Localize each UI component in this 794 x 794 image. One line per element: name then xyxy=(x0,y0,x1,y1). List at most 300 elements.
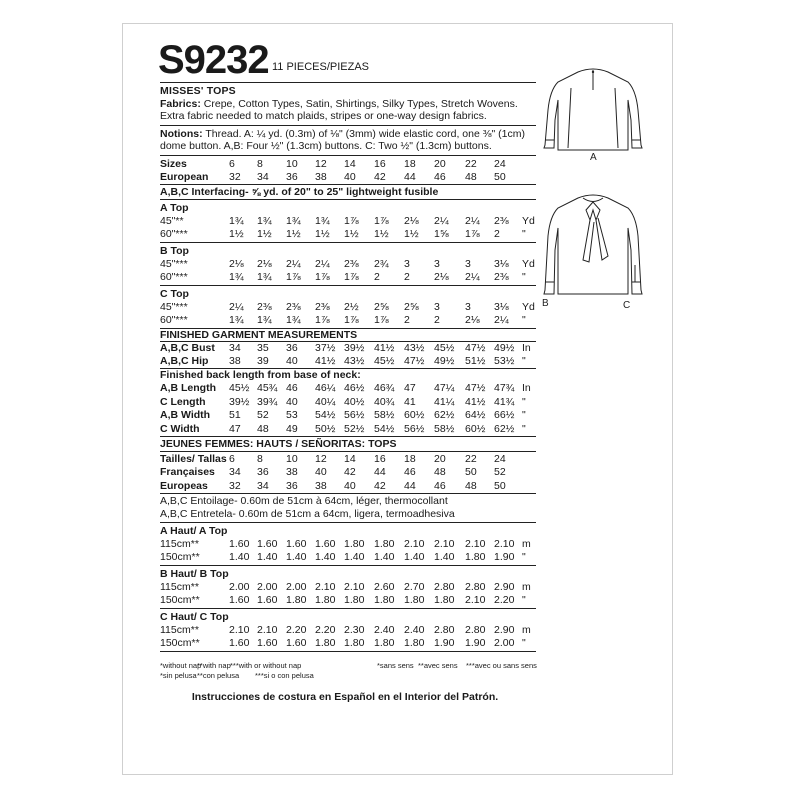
cell-value: 42 xyxy=(344,466,356,478)
europeas-row xyxy=(160,480,540,492)
cell-value: 40¼ xyxy=(315,396,336,408)
cell-value: 58½ xyxy=(374,409,395,421)
cell-value: 3 xyxy=(465,301,471,313)
cell-value: 16 xyxy=(374,453,386,465)
cell-value: 1¾ xyxy=(286,215,301,227)
cell-value: 40 xyxy=(286,355,298,367)
cell-value: 52½ xyxy=(344,423,365,435)
cell-value: 2⅜ xyxy=(257,301,272,313)
cell-value: 42 xyxy=(374,171,386,183)
cell-value: 37½ xyxy=(315,342,336,354)
cell-value: 2 xyxy=(404,314,410,326)
cell-value: 1.80 xyxy=(344,538,365,550)
row-label: 45"*** xyxy=(160,258,188,270)
cell-value: 34 xyxy=(229,342,241,354)
footnote-si-o-con-pelusa: ***si o con pelusa xyxy=(255,671,314,680)
row-label: C Width xyxy=(160,423,200,435)
cell-value: 46¾ xyxy=(374,382,395,394)
cell-value: 2.00 xyxy=(229,581,250,593)
view-b-label: B xyxy=(542,298,549,309)
cell-value: 1¾ xyxy=(257,271,272,283)
unit-label: In xyxy=(522,382,531,394)
row-label: 150cm** xyxy=(160,594,200,606)
cell-value: 46¼ xyxy=(315,382,336,394)
entoilage-text: A,B,C Entoilage- 0.60m de 51cm à 64cm, léger, thermocollant xyxy=(160,495,448,507)
cell-value: 35 xyxy=(257,342,269,354)
cell-value: 1½ xyxy=(229,228,244,240)
cell-value: 40 xyxy=(315,466,327,478)
cell-value: 1.60 xyxy=(229,538,250,550)
divider xyxy=(160,493,536,494)
cell-value: 1.80 xyxy=(404,637,425,649)
divider xyxy=(160,155,536,156)
footnote-avec-ou-sans-sens: ***avec ou sans sens xyxy=(466,661,537,670)
cell-value: 1¾ xyxy=(229,215,244,227)
cell-value: 2⅝ xyxy=(404,301,419,313)
cell-value: 56½ xyxy=(344,409,365,421)
view-a-label: A xyxy=(590,152,597,163)
cell-value: 2.10 xyxy=(465,538,486,550)
cell-value: 39 xyxy=(257,355,269,367)
cell-value: 16 xyxy=(374,158,386,170)
interfacing-en: A,B,C Interfacing- ⅝ yd. of 20" to 25" lightweight fusible xyxy=(160,186,439,198)
row-label: Françaises xyxy=(160,466,215,478)
cell-value: 36 xyxy=(286,480,298,492)
cell-value: 2.70 xyxy=(404,581,425,593)
tailles-row xyxy=(160,453,540,465)
cell-value: 41½ xyxy=(465,396,486,408)
unit-label: In xyxy=(522,342,531,354)
cell-value: 2.00 xyxy=(494,637,515,649)
cell-value: 1⅝ xyxy=(434,228,449,240)
cell-value: 2.20 xyxy=(286,624,307,636)
cell-value: 52 xyxy=(494,466,506,478)
sizes-row xyxy=(160,158,540,170)
cell-value: 1.60 xyxy=(229,594,250,606)
divider xyxy=(160,436,536,437)
cell-value: 46 xyxy=(404,466,416,478)
row-label: A,B Width xyxy=(160,409,211,421)
cell-value: 1⅞ xyxy=(374,314,389,326)
cell-value: 1⅞ xyxy=(315,271,330,283)
cell-value: 1.60 xyxy=(257,637,278,649)
cell-value: 1.80 xyxy=(374,538,395,550)
cell-value: 2.00 xyxy=(257,581,278,593)
cell-value: 3 xyxy=(404,258,410,270)
unit-label: " xyxy=(522,271,526,283)
cell-value: 18 xyxy=(404,453,416,465)
divider xyxy=(160,184,536,185)
divider xyxy=(160,522,536,523)
cell-value: 2⅛ xyxy=(465,314,480,326)
footnote-without-nap: *without nap xyxy=(160,661,202,670)
cell-value: 1.40 xyxy=(229,551,250,563)
cell-value: 2.10 xyxy=(434,538,455,550)
cell-value: 2.10 xyxy=(344,581,365,593)
cell-value: 2¾ xyxy=(374,258,389,270)
cell-value: 53 xyxy=(286,409,298,421)
cell-value: 41 xyxy=(404,396,416,408)
cell-value: 40 xyxy=(344,171,356,183)
cell-value: 2¼ xyxy=(494,314,509,326)
cell-value: 1¾ xyxy=(229,271,244,283)
cell-value: 43½ xyxy=(344,355,365,367)
cell-value: 2.20 xyxy=(315,624,336,636)
cell-value: 2.40 xyxy=(404,624,425,636)
row-label: Tailles/ Tallas xyxy=(160,453,227,465)
cell-value: 36 xyxy=(286,342,298,354)
cell-value: 2⅜ xyxy=(344,258,359,270)
cell-value: 49½ xyxy=(434,355,455,367)
cell-value: 1.60 xyxy=(229,637,250,649)
yardage-row xyxy=(160,228,540,240)
row-label: 60"*** xyxy=(160,228,188,240)
cell-value: 45½ xyxy=(229,382,250,394)
cell-value: 1¾ xyxy=(286,314,301,326)
cell-value: 54½ xyxy=(315,409,336,421)
cell-value: 1⅞ xyxy=(344,215,359,227)
unit-label: " xyxy=(522,637,526,649)
divider xyxy=(160,82,536,83)
row-label: 60"*** xyxy=(160,271,188,283)
cell-value: 48 xyxy=(465,480,477,492)
cell-value: 34 xyxy=(257,480,269,492)
cell-value: 50 xyxy=(494,171,506,183)
cell-value: 2.10 xyxy=(315,581,336,593)
cell-value: 1½ xyxy=(257,228,272,240)
cell-value: 2⅝ xyxy=(374,301,389,313)
row-label: C Length xyxy=(160,396,206,408)
cell-value: 2.10 xyxy=(229,624,250,636)
cell-value: 1¾ xyxy=(257,215,272,227)
cell-value: 39½ xyxy=(229,396,250,408)
cell-value: 2.80 xyxy=(465,624,486,636)
cell-value: 47½ xyxy=(404,355,425,367)
divider xyxy=(160,125,536,126)
cell-value: 2.30 xyxy=(344,624,365,636)
view-a-back-illustration xyxy=(544,69,642,150)
divider xyxy=(160,285,536,286)
cell-value: 2½ xyxy=(344,301,359,313)
unit-label: Yd xyxy=(522,258,535,270)
footnote-with-nap: **with nap xyxy=(197,661,231,670)
cell-value: 14 xyxy=(344,158,356,170)
cell-value: 20 xyxy=(434,158,446,170)
measurements-title: FINISHED GARMENT MEASUREMENTS xyxy=(160,329,358,341)
footnote-sin-pelusa: *sin pelusa xyxy=(160,671,197,680)
row-label: Sizes xyxy=(160,158,187,170)
cell-value: 3 xyxy=(434,301,440,313)
cell-value: 2 xyxy=(374,271,380,283)
cell-value: 34 xyxy=(257,171,269,183)
cell-value: 32 xyxy=(229,171,241,183)
cell-value: 40¾ xyxy=(374,396,395,408)
cell-value: 2.90 xyxy=(494,581,515,593)
cell-value: 22 xyxy=(465,158,477,170)
yardage-row xyxy=(160,301,540,313)
garment-illustrations xyxy=(538,60,668,310)
footnote-con-pelusa: **con pelusa xyxy=(197,671,240,680)
cell-value: 62½ xyxy=(434,409,455,421)
yardage-row xyxy=(160,215,540,227)
yardage-row xyxy=(160,271,540,283)
cell-value: 38 xyxy=(229,355,241,367)
cell-value: 41¼ xyxy=(434,396,455,408)
cell-value: 1.80 xyxy=(374,594,395,606)
cell-value: 6 xyxy=(229,158,235,170)
cell-value: 1¾ xyxy=(229,314,244,326)
entretela-text: A,B,C Entretela- 0.60m de 51cm a 64cm, ligera, termoadhesiva xyxy=(160,508,455,520)
cell-value: 44 xyxy=(404,480,416,492)
cell-value: 2.40 xyxy=(374,624,395,636)
spanish-section-title: JEUNES FEMMES: HAUTS / SEÑORITAS: TOPS xyxy=(160,438,397,450)
row-label: 45"** xyxy=(160,215,184,227)
cell-value: 8 xyxy=(257,158,263,170)
cell-value: 1.80 xyxy=(315,594,336,606)
cell-value: 10 xyxy=(286,158,298,170)
cell-value: 40 xyxy=(286,396,298,408)
cell-value: 40½ xyxy=(344,396,365,408)
notions-body: Thread. A: ¼ yd. (0.3m) of ⅛" (3mm) wide elastic cord, one ⅜" (1cm) dome button. A,B: Four ½" (1.3cm) buttons. C: Two ½" (1.3cm) buttons. xyxy=(160,128,525,152)
cell-value: 48 xyxy=(257,423,269,435)
cell-value: 2.10 xyxy=(257,624,278,636)
piece-count: 11 PIECES/PIEZAS xyxy=(272,61,370,73)
cell-value: 1½ xyxy=(315,228,330,240)
cell-value: 1½ xyxy=(404,228,419,240)
divider xyxy=(160,242,536,243)
divider xyxy=(160,651,536,652)
cell-value: 52 xyxy=(257,409,269,421)
cell-value: 2¼ xyxy=(434,215,449,227)
cell-value: 1.90 xyxy=(434,637,455,649)
cell-value: 38 xyxy=(315,480,327,492)
cell-value: 2⅛ xyxy=(404,215,419,227)
measurement-row xyxy=(160,423,540,435)
cell-value: 54½ xyxy=(374,423,395,435)
cell-value: 1.40 xyxy=(404,551,425,563)
measurement-row xyxy=(160,409,540,421)
unit-label: " xyxy=(522,314,526,326)
cell-value: 1½ xyxy=(344,228,359,240)
cell-value: 1.90 xyxy=(465,637,486,649)
cell-value: 51½ xyxy=(465,355,486,367)
cell-value: 45¾ xyxy=(257,382,278,394)
cell-value: 1⅞ xyxy=(374,215,389,227)
metric-yardage-group-title: C Haut/ C Top xyxy=(160,611,229,623)
cell-value: 36 xyxy=(257,466,269,478)
cell-value: 2⅜ xyxy=(315,301,330,313)
cell-value: 12 xyxy=(315,453,327,465)
cell-value: 41½ xyxy=(374,342,395,354)
row-label: Europeas xyxy=(160,480,208,492)
cell-value: 58½ xyxy=(434,423,455,435)
cell-value: 46 xyxy=(286,382,298,394)
cell-value: 62½ xyxy=(494,423,515,435)
cell-value: 1.60 xyxy=(257,594,278,606)
row-label: 45"*** xyxy=(160,301,188,313)
view-bc-back-illustration xyxy=(544,195,642,294)
cell-value: 1.40 xyxy=(315,551,336,563)
cell-value: 46½ xyxy=(344,382,365,394)
cell-value: 10 xyxy=(286,453,298,465)
footnote-avec-sens: **avec sens xyxy=(418,661,458,670)
cell-value: 3 xyxy=(434,258,440,270)
cell-value: 32 xyxy=(229,480,241,492)
cell-value: 3⅛ xyxy=(494,301,509,313)
fabrics-text xyxy=(160,98,536,122)
cell-value: 2 xyxy=(434,314,440,326)
cell-value: 1.40 xyxy=(257,551,278,563)
cell-value: 2⅛ xyxy=(434,271,449,283)
cell-value: 47½ xyxy=(465,382,486,394)
row-label: 150cm** xyxy=(160,551,200,563)
cell-value: 2.10 xyxy=(494,538,515,550)
cell-value: 24 xyxy=(494,453,506,465)
cell-value: 45½ xyxy=(374,355,395,367)
divider xyxy=(160,565,536,566)
cell-value: 1.80 xyxy=(465,551,486,563)
yardage-row xyxy=(160,258,540,270)
cell-value: 1.40 xyxy=(286,551,307,563)
cell-value: 38 xyxy=(286,466,298,478)
row-label: 115cm** xyxy=(160,538,199,550)
row-label: A,B,C Hip xyxy=(160,355,209,367)
back-length-title: Finished back length from base of neck: xyxy=(160,369,361,381)
cell-value: 47¼ xyxy=(434,382,455,394)
cell-value: 2.10 xyxy=(404,538,425,550)
cell-value: 1.40 xyxy=(374,551,395,563)
view-c-label: C xyxy=(623,300,631,310)
cell-value: 39½ xyxy=(344,342,365,354)
cell-value: 1.80 xyxy=(344,594,365,606)
measurement-row xyxy=(160,382,540,394)
cell-value: 56½ xyxy=(404,423,425,435)
unit-label: " xyxy=(522,396,526,408)
metric-yardage-row xyxy=(160,551,540,563)
unit-label: m xyxy=(522,624,531,636)
european-row xyxy=(160,171,540,183)
yardage-row xyxy=(160,314,540,326)
cell-value: 1⅞ xyxy=(286,271,301,283)
cell-value: 66½ xyxy=(494,409,515,421)
pattern-number: S9232 xyxy=(158,38,269,82)
cell-value: 2.80 xyxy=(465,581,486,593)
cell-value: 1.80 xyxy=(434,594,455,606)
metric-yardage-group-title: B Haut/ B Top xyxy=(160,568,229,580)
measurement-row xyxy=(160,396,540,408)
cell-value: 2⅛ xyxy=(229,258,244,270)
cell-value: 6 xyxy=(229,453,235,465)
cell-value: 1.60 xyxy=(257,538,278,550)
divider xyxy=(160,451,536,452)
cell-value: 2.20 xyxy=(494,594,515,606)
cell-value: 47¾ xyxy=(494,382,515,394)
cell-value: 50 xyxy=(465,466,477,478)
cell-value: 1⅞ xyxy=(344,271,359,283)
metric-yardage-row xyxy=(160,594,540,606)
divider xyxy=(160,199,536,200)
metric-yardage-row xyxy=(160,637,540,649)
cell-value: 43½ xyxy=(404,342,425,354)
cell-value: 2.00 xyxy=(286,581,307,593)
cell-value: 2⅜ xyxy=(494,215,509,227)
cell-value: 46 xyxy=(434,171,446,183)
divider xyxy=(160,608,536,609)
yardage-group-title: C Top xyxy=(160,288,189,300)
cell-value: 1¾ xyxy=(315,215,330,227)
cell-value: 47 xyxy=(229,423,241,435)
cell-value: 42 xyxy=(374,480,386,492)
cell-value: 3 xyxy=(465,258,471,270)
cell-value: 1.80 xyxy=(344,637,365,649)
row-label: 115cm** xyxy=(160,624,199,636)
cell-value: 50 xyxy=(494,480,506,492)
cell-value: 1½ xyxy=(374,228,389,240)
unit-label: Yd xyxy=(522,301,535,313)
cell-value: 2.80 xyxy=(434,581,455,593)
cell-value: 48 xyxy=(465,171,477,183)
notions-text xyxy=(160,128,536,152)
row-label: 150cm** xyxy=(160,637,200,649)
unit-label: " xyxy=(522,551,526,563)
cell-value: 2⅜ xyxy=(494,271,509,283)
cell-value: 2.80 xyxy=(434,624,455,636)
row-label: 115cm** xyxy=(160,581,199,593)
unit-label: m xyxy=(522,538,531,550)
notions-label: Notions: xyxy=(160,128,203,140)
cell-value: 18 xyxy=(404,158,416,170)
cell-value: 45½ xyxy=(434,342,455,354)
cell-value: 2⅜ xyxy=(286,301,301,313)
fabrics-label: Fabrics: xyxy=(160,98,201,110)
cell-value: 64½ xyxy=(465,409,486,421)
cell-value: 51 xyxy=(229,409,241,421)
cell-value: 47½ xyxy=(465,342,486,354)
cell-value: 60½ xyxy=(404,409,425,421)
cell-value: 1.40 xyxy=(344,551,365,563)
cell-value: 1.90 xyxy=(494,551,515,563)
cell-value: 22 xyxy=(465,453,477,465)
row-label: European xyxy=(160,171,209,183)
cell-value: 2¼ xyxy=(229,301,244,313)
cell-value: 41¾ xyxy=(494,396,515,408)
cell-value: 1½ xyxy=(286,228,301,240)
cell-value: 3⅛ xyxy=(494,258,509,270)
cell-value: 1.80 xyxy=(286,594,307,606)
cell-value: 41½ xyxy=(315,355,336,367)
footnote-sans-sens: *sans sens xyxy=(377,661,414,670)
metric-yardage-group-title: A Haut/ A Top xyxy=(160,525,228,537)
cell-value: 46 xyxy=(434,480,446,492)
cell-value: 49 xyxy=(286,423,298,435)
cell-value: 1.40 xyxy=(434,551,455,563)
row-label: A,B Length xyxy=(160,382,216,394)
cell-value: 1.80 xyxy=(374,637,395,649)
cell-value: 40 xyxy=(344,480,356,492)
cell-value: 1.60 xyxy=(286,538,307,550)
cell-value: 1⅞ xyxy=(315,314,330,326)
row-label: 60"*** xyxy=(160,314,188,326)
cell-value: 36 xyxy=(286,171,298,183)
cell-value: 47 xyxy=(404,382,416,394)
cell-value: 49½ xyxy=(494,342,515,354)
yardage-group-title: A Top xyxy=(160,202,189,214)
cell-value: 1.60 xyxy=(286,637,307,649)
metric-yardage-row xyxy=(160,538,540,550)
cell-value: 2¼ xyxy=(315,258,330,270)
cell-value: 2¼ xyxy=(465,215,480,227)
cell-value: 12 xyxy=(315,158,327,170)
